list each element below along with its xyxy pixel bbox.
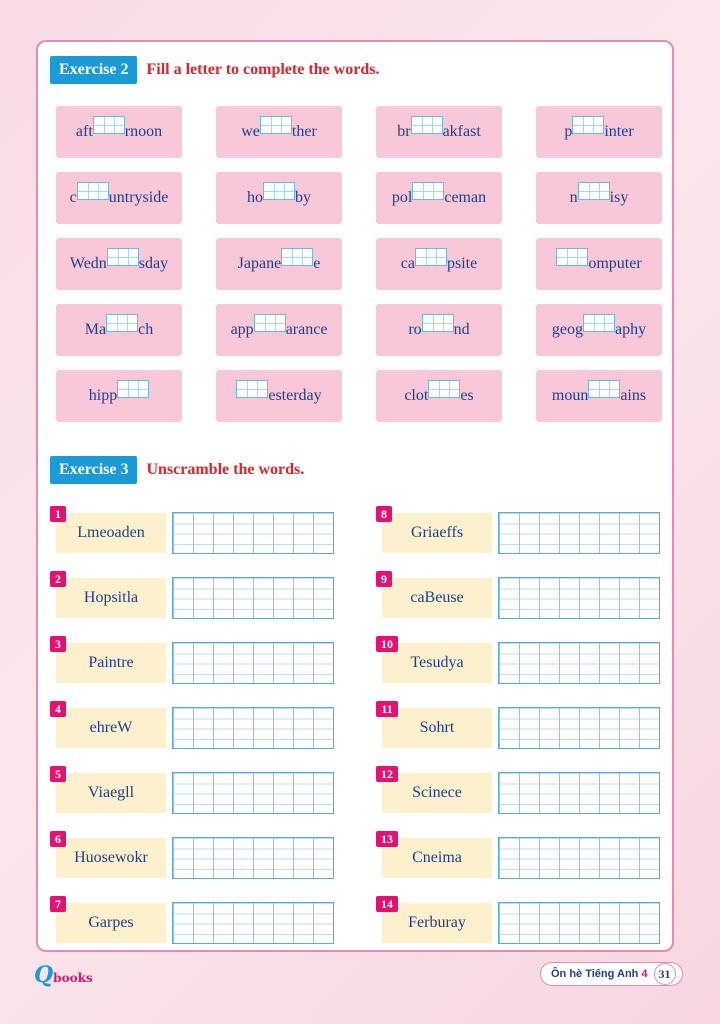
word-card: [536, 304, 662, 356]
scrambled-word: Tesudya: [382, 643, 492, 683]
word-part-before: n: [569, 189, 578, 206]
word-part-after: nd: [453, 321, 470, 338]
item-number-badge: 13: [376, 831, 398, 847]
word-card: [536, 106, 662, 158]
unscramble-row: [50, 636, 350, 701]
letter-blank-box[interactable]: [422, 314, 454, 332]
scrambled-word: Scinece: [382, 773, 492, 813]
scrambled-word: Viaegll: [56, 773, 166, 813]
word-part-after: sday: [138, 255, 169, 272]
unscramble-column-left: [50, 506, 350, 961]
exercise2-header: [50, 56, 379, 84]
word-part-before: ro: [408, 321, 422, 338]
word-card: [376, 106, 502, 158]
exercise3-title: Unscramble the words.: [146, 461, 305, 478]
word-part-after: by: [295, 189, 311, 206]
unscramble-row: [376, 896, 676, 961]
unscramble-row: [50, 831, 350, 896]
word-part-after: isy: [609, 189, 629, 206]
answer-writing-grid[interactable]: [498, 837, 660, 879]
letter-blank-box[interactable]: [428, 380, 460, 398]
unscramble-row: [376, 831, 676, 896]
item-number-badge: 2: [50, 571, 66, 587]
answer-writing-grid[interactable]: [172, 902, 334, 944]
word-part-before: geog: [551, 321, 583, 338]
word-part-after: es: [460, 387, 474, 404]
scrambled-word: Garpes: [56, 903, 166, 943]
unscramble-row: [50, 571, 350, 636]
publisher-logo: Qbooks: [34, 962, 93, 988]
word-part-before: ho: [247, 189, 263, 206]
item-number-badge: 14: [376, 896, 398, 912]
word-card: [56, 304, 182, 356]
scrambled-word: caBeuse: [382, 578, 492, 618]
word-part-before: Japane: [237, 255, 282, 272]
item-number-badge: 11: [376, 701, 398, 717]
exercise3-header: [50, 456, 304, 484]
unscramble-row: [50, 896, 350, 961]
word-part-before: hipp: [88, 387, 118, 404]
letter-blank-box[interactable]: [77, 182, 109, 200]
word-card: [216, 106, 342, 158]
answer-writing-grid[interactable]: [498, 707, 660, 749]
letter-blank-box[interactable]: [93, 116, 125, 134]
scrambled-word: Paintre: [56, 643, 166, 683]
item-number-badge: 8: [376, 506, 392, 522]
answer-writing-grid[interactable]: [172, 772, 334, 814]
word-part-before: c: [69, 189, 77, 206]
word-card: [56, 106, 182, 158]
answer-writing-grid[interactable]: [172, 837, 334, 879]
item-number-badge: 12: [376, 766, 398, 782]
scrambled-word: Lmeoaden: [56, 513, 166, 553]
word-part-before: p: [564, 123, 573, 140]
book-title: Ôn hè Tiếng Anh: [551, 968, 639, 980]
word-part-before: moun: [551, 387, 589, 404]
word-part-before: Ma: [84, 321, 107, 338]
word-card: [216, 370, 342, 422]
unscramble-row: [376, 636, 676, 701]
word-part-before: aft: [75, 123, 93, 140]
item-number-badge: 3: [50, 636, 66, 652]
letter-blank-box[interactable]: [415, 248, 447, 266]
letter-blank-box[interactable]: [260, 116, 292, 134]
letter-blank-box[interactable]: [583, 314, 615, 332]
word-part-before: pol: [391, 189, 413, 206]
letter-blank-box[interactable]: [588, 380, 620, 398]
scrambled-word: Cneima: [382, 838, 492, 878]
letter-blank-box[interactable]: [281, 248, 313, 266]
word-part-after: e: [313, 255, 321, 272]
word-part-after: akfast: [442, 123, 481, 140]
letter-blank-box[interactable]: [412, 182, 444, 200]
word-card: [216, 238, 342, 290]
scrambled-word: ehreW: [56, 708, 166, 748]
word-card: [56, 370, 182, 422]
answer-writing-grid[interactable]: [498, 512, 660, 554]
scrambled-word: Ferburay: [382, 903, 492, 943]
word-part-after: psite: [446, 255, 478, 272]
word-card: [56, 238, 182, 290]
scrambled-word: Huosewokr: [56, 838, 166, 878]
item-number-badge: 7: [50, 896, 66, 912]
worksheet-panel: [36, 40, 674, 952]
unscramble-row: [50, 766, 350, 831]
answer-writing-grid[interactable]: [498, 772, 660, 814]
word-part-before: clot: [404, 387, 429, 404]
word-card: [536, 172, 662, 224]
unscramble-row: [376, 571, 676, 636]
letter-blank-box[interactable]: [254, 314, 286, 332]
word-part-before: we: [241, 123, 260, 140]
item-number-badge: 1: [50, 506, 66, 522]
exercise2-title: Fill a letter to complete the words.: [146, 61, 380, 78]
word-part-before: ca: [400, 255, 415, 272]
answer-writing-grid[interactable]: [498, 902, 660, 944]
word-part-after: ceman: [444, 189, 487, 206]
scrambled-word: Griaeffs: [382, 513, 492, 553]
word-card: [376, 304, 502, 356]
answer-writing-grid[interactable]: [498, 642, 660, 684]
word-part-after: ch: [138, 321, 154, 338]
word-part-after: rnoon: [124, 123, 163, 140]
word-card: [536, 238, 662, 290]
unscramble-column-right: [376, 506, 676, 961]
unscramble-row: [376, 701, 676, 766]
answer-writing-grid[interactable]: [172, 642, 334, 684]
word-part-after: ther: [291, 123, 317, 140]
word-card: [216, 304, 342, 356]
word-card: [56, 172, 182, 224]
word-part-after: ains: [620, 387, 647, 404]
unscramble-row: [50, 701, 350, 766]
item-number-badge: 5: [50, 766, 66, 782]
book-footer: [540, 962, 683, 986]
letter-blank-box[interactable]: [578, 182, 610, 200]
answer-writing-grid[interactable]: [498, 577, 660, 619]
word-card: [376, 370, 502, 422]
exercise3-label: Exercise 3: [50, 456, 137, 484]
item-number-badge: 6: [50, 831, 66, 847]
page-number: 31: [654, 963, 676, 985]
word-part-after: arance: [285, 321, 328, 338]
word-card: [536, 370, 662, 422]
item-number-badge: 10: [376, 636, 398, 652]
letter-blank-box[interactable]: [556, 248, 588, 266]
word-part-before: app: [230, 321, 254, 338]
letter-blank-box[interactable]: [263, 182, 295, 200]
word-card-grid: [56, 106, 662, 422]
word-card: [376, 238, 502, 290]
book-level: 4: [641, 968, 648, 980]
answer-writing-grid[interactable]: [172, 512, 334, 554]
word-card: [216, 172, 342, 224]
word-part-before: Wedn: [69, 255, 107, 272]
letter-blank-box[interactable]: [106, 314, 138, 332]
letter-blank-box[interactable]: [117, 380, 149, 398]
exercise2-label: Exercise 2: [50, 56, 137, 84]
answer-writing-grid[interactable]: [172, 577, 334, 619]
word-part-after: omputer: [588, 255, 642, 272]
unscramble-row: [376, 766, 676, 831]
letter-blank-box[interactable]: [572, 116, 604, 134]
answer-writing-grid[interactable]: [172, 707, 334, 749]
word-card: [376, 172, 502, 224]
word-part-before: br: [397, 123, 411, 140]
word-part-after: aphy: [615, 321, 647, 338]
letter-blank-box[interactable]: [236, 380, 268, 398]
scrambled-word: Sohrt: [382, 708, 492, 748]
word-part-after: inter: [604, 123, 634, 140]
item-number-badge: 4: [50, 701, 66, 717]
item-number-badge: 9: [376, 571, 392, 587]
word-part-after: esterday: [268, 387, 322, 404]
scrambled-word: Hopsitla: [56, 578, 166, 618]
unscramble-row: [376, 506, 676, 571]
letter-blank-box[interactable]: [107, 248, 139, 266]
unscramble-row: [50, 506, 350, 571]
letter-blank-box[interactable]: [411, 116, 443, 134]
word-part-after: untryside: [108, 189, 169, 206]
